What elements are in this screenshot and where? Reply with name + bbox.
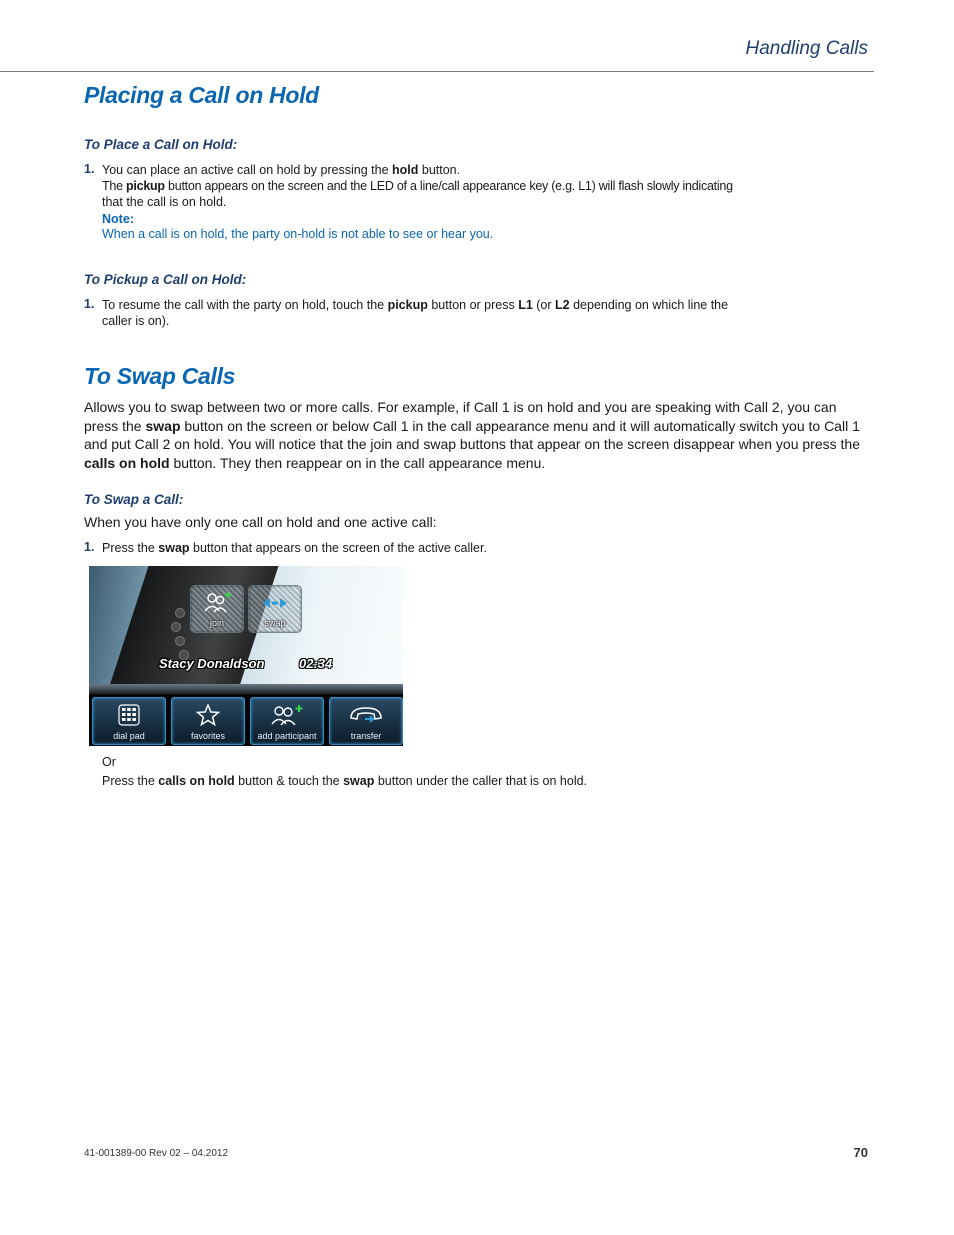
call-timer: 02:34 — [299, 656, 333, 671]
note-text: When a call is on hold, the party on-hold is not able to see or hear you. — [102, 227, 494, 241]
screen-divider — [89, 684, 403, 694]
swap-button-label: swap — [264, 618, 286, 628]
pickup-hold-subtitle: To Pickup a Call on Hold: — [84, 272, 247, 287]
swap-button[interactable] — [248, 585, 302, 633]
photo-detail — [171, 622, 181, 632]
caller-name: Stacy Donaldson — [159, 656, 265, 671]
photo-detail — [175, 608, 185, 618]
swap-section-title: To Swap Calls — [84, 363, 236, 389]
swap-step-number: 1. — [84, 540, 95, 554]
add-participant-icon — [270, 704, 304, 726]
header-divider — [0, 71, 874, 72]
call-screen-background — [89, 566, 403, 684]
star-icon — [196, 704, 220, 726]
transfer-phone-icon — [348, 704, 384, 726]
call-action-bar — [89, 694, 403, 746]
dial-pad-icon — [118, 704, 140, 726]
transfer-label: transfer — [350, 731, 382, 741]
swap-call-subtitle: To Swap a Call: — [84, 492, 184, 507]
transfer-button[interactable] — [329, 697, 403, 745]
pickup-step-text: To resume the call with the party on hold, touch the pickup button or press L1 (or L2 depending on which line the caller is on). — [102, 298, 729, 328]
phone-screen-image — [89, 566, 403, 746]
or-text: Or — [102, 755, 116, 769]
place-hold-step-text: You can place an active call on hold by pressing the hold button. The pickup button appears on the screen and the LED of a line/call appearance key (e.g. L1) will flash slowly indicating that the call is on hold. — [102, 163, 733, 209]
place-hold-subtitle: To Place a Call on Hold: — [84, 137, 238, 152]
note-label: Note: — [102, 212, 134, 226]
swap-lead-text: When you have only one call on hold and one active call: — [84, 514, 437, 530]
join-button[interactable] — [190, 585, 244, 633]
join-people-icon — [202, 591, 232, 613]
pickup-step-number: 1. — [84, 297, 95, 311]
swap-arrows-icon — [262, 596, 288, 610]
photo-detail — [175, 636, 185, 646]
dial-pad-label: dial pad — [113, 731, 145, 741]
dial-pad-button[interactable] — [92, 697, 166, 745]
section-header-title: Handling Calls — [745, 38, 868, 59]
page-number: 70 — [853, 1145, 868, 1160]
favorites-label: favorites — [190, 731, 225, 741]
swap-step-text: Press the swap button that appears on the screen of the active caller. — [102, 541, 487, 555]
hold-section-title: Placing a Call on Hold — [84, 82, 319, 108]
place-hold-step-number: 1. — [84, 162, 95, 176]
add-participant-button[interactable] — [250, 697, 324, 745]
favorites-button[interactable] — [171, 697, 245, 745]
swap-intro-paragraph: Allows you to swap between two or more calls. For example, if Call 1 is on hold and you are speaking with Call 2, you can press the swap button on the screen or below Call 1 in the call appearance menu and it will automatically switch you to Call 1 and put Call 2 on hold. You will notice that the join and swap buttons that appear on the screen disappear when you press the calls on hold button. They then reappear on in the call appearance menu. — [84, 399, 860, 471]
alternate-swap-text: Press the calls on hold button & touch the swap button under the caller that is on hold. — [102, 774, 588, 788]
document-id: 41-001389-00 Rev 02 – 04.2012 — [84, 1148, 229, 1159]
join-button-label: join — [209, 618, 224, 628]
add-participant-label: add participant — [257, 731, 317, 741]
